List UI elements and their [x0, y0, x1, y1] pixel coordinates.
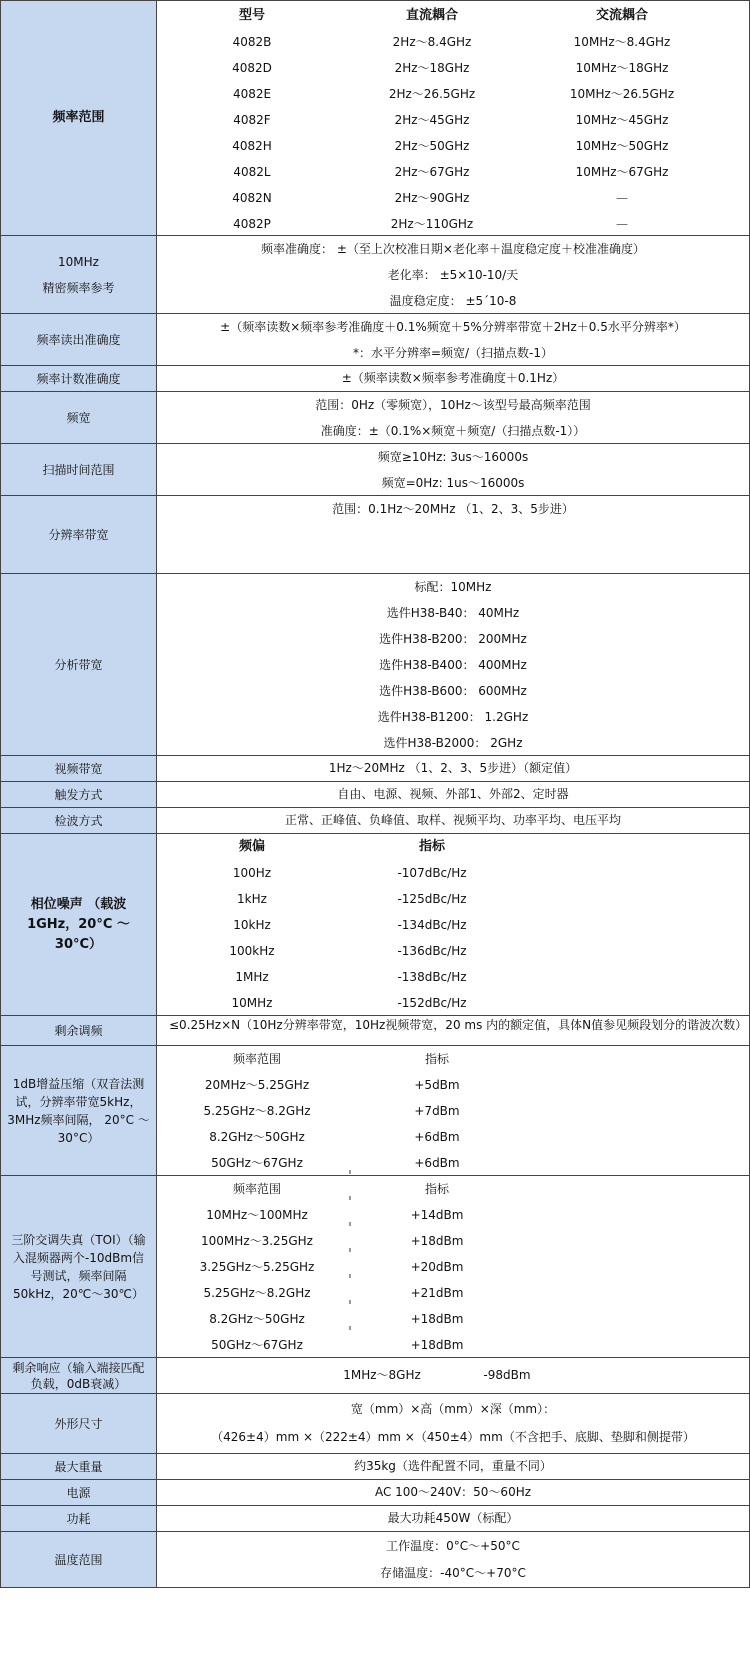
model-cell: 4082F — [233, 113, 271, 127]
row-label: 1dB增益压缩（双音法测试，分辨率带宽5kHz，3MHz频率间隔， 20°C ～ 30°C） — [0, 1046, 157, 1175]
row-label — [0, 236, 157, 313]
spec-line: 选件H38-B400： 400MHz — [379, 658, 527, 672]
dc-cell: 2Hz～8.4GHz — [392, 35, 472, 49]
value-cell: -136dBc/Hz — [397, 944, 467, 958]
column-header-range: 频率范围 — [232, 1182, 281, 1196]
ac-cell: — — [616, 217, 628, 231]
model-cell: 4082P — [233, 217, 271, 231]
range-cell: 3.25GHz～5.25GHz — [199, 1260, 315, 1274]
row-content — [157, 1176, 750, 1357]
value-cell: -125dBc/Hz — [397, 892, 467, 906]
spec-line: 频宽=0Hz: 1us～16000s — [381, 476, 525, 490]
offset-cell: 100kHz — [229, 944, 275, 958]
column-header-model: 型号 — [238, 8, 265, 23]
spec-line: 准确度：±（0.1%×频宽＋频宽/（扫描点数-1）） — [320, 424, 586, 438]
spec-line: ≤0.25Hz×N（10Hz分辨率带宽，10Hz视频带宽，20 ms 内的额定值，具体N值参见频段划分的谐波次数） — [169, 1018, 748, 1032]
spec-row-video-bandwidth — [0, 756, 750, 782]
column-separator-mark — [349, 1326, 351, 1330]
spec-line: 存储温度：-40°C～+70°C — [380, 1566, 526, 1580]
spec-row-power-consumption — [0, 1506, 750, 1532]
spec-line: 频宽≥10Hz: 3us～16000s — [377, 450, 529, 464]
column-header-dc: 直流耦合 — [405, 8, 458, 23]
spec-row-power-supply — [0, 1480, 750, 1506]
value-cell: +7dBm — [414, 1104, 460, 1118]
spec-line: 约35kg（选件配置不同，重量不同） — [354, 1459, 552, 1473]
row-label: 电源 — [0, 1480, 157, 1505]
value-cell: +20dBm — [410, 1260, 464, 1274]
range-cell: 100MHz～3.25GHz — [201, 1234, 313, 1248]
value-cell: +5dBm — [414, 1078, 460, 1092]
spec-line: ±（频率读数×频率参考准确度＋0.1Hz） — [341, 371, 565, 385]
spec-line: 1Hz～20MHz （1、2、3、5步进）（额定值） — [328, 761, 578, 775]
row-content — [157, 834, 750, 1015]
value-cell: +18dBm — [410, 1338, 464, 1352]
row-label: 检波方式 — [0, 808, 157, 833]
ac-cell: 10MHz～50GHz — [575, 139, 669, 153]
spec-row-counter-accuracy — [0, 366, 750, 392]
row-label: 功耗 — [0, 1506, 157, 1531]
spec-line: 自由、电源、视频、外部1、外部2、定时器 — [337, 787, 569, 801]
range-cell: 10MHz～100MHz — [206, 1208, 308, 1222]
row-content — [157, 574, 750, 755]
model-cell: 4082E — [232, 87, 272, 101]
value-cell: -134dBc/Hz — [397, 918, 467, 932]
value-cell: +18dBm — [410, 1312, 464, 1326]
range-cell: 5.25GHz～8.2GHz — [203, 1286, 311, 1300]
column-separator-mark — [349, 1248, 351, 1252]
spec-row-analysis-bandwidth — [0, 574, 750, 756]
offset-cell: 10kHz — [233, 918, 271, 932]
row-content — [157, 496, 750, 573]
offset-cell: 1MHz — [235, 970, 269, 984]
row-content — [157, 1480, 750, 1505]
spec-row-gain-compression — [0, 1046, 750, 1176]
ac-cell: 10MHz～18GHz — [575, 61, 669, 75]
spec-line: 范围：0.1Hz～20MHz （1、2、3、5步进） — [332, 502, 574, 516]
row-content — [157, 314, 750, 365]
spec-line: 温度稳定度： ±5´10-8 — [389, 294, 517, 308]
value-cell: -138dBc/Hz — [397, 970, 467, 984]
range-cell: 5.25GHz～8.2GHz — [203, 1104, 311, 1118]
value-cell: -152dBc/Hz — [397, 996, 467, 1010]
ac-cell: 10MHz～45GHz — [575, 113, 669, 127]
spec-line: 范围：0Hz（零频宽），10Hz～该型号最高频率范围 — [315, 398, 591, 412]
row-content — [157, 1506, 750, 1531]
spec-row-dimensions — [0, 1394, 750, 1454]
row-label: 三阶交调失真（TOI）（输入混频器两个-10dBm信号测试，频率间隔50kHz，20℃～30℃） — [0, 1176, 157, 1357]
range-cell: 50GHz～67GHz — [211, 1156, 303, 1170]
value-cell: +6dBm — [414, 1130, 460, 1144]
model-cell: 4082B — [232, 35, 272, 49]
spec-line: AC 100～240V：50～60Hz — [374, 1485, 532, 1499]
spec-line: *：水平分辨率=频宽/（扫描点数-1） — [352, 346, 554, 360]
column-header-range: 频率范围 — [232, 1052, 281, 1066]
column-separator-mark — [349, 1274, 351, 1278]
row-content — [157, 756, 750, 781]
spec-line: 选件H38-B1200： 1.2GHz — [377, 710, 529, 724]
offset-cell: 1kHz — [237, 892, 267, 906]
row-label: 视频带宽 — [0, 756, 157, 781]
model-cell: 4082L — [233, 165, 271, 179]
row-content — [157, 392, 750, 443]
spec-row-trigger — [0, 782, 750, 808]
ac-cell: 10MHz～8.4GHz — [573, 35, 671, 49]
row-content — [157, 782, 750, 807]
column-header-value: 指标 — [418, 839, 445, 854]
row-content — [157, 1394, 750, 1453]
ac-cell: 10MHz～67GHz — [575, 165, 669, 179]
spec-line: 工作温度：0°C～+50°C — [386, 1539, 520, 1553]
range-cell: 20MHz～5.25GHz — [204, 1078, 310, 1092]
row-content — [157, 366, 750, 391]
dc-cell: 2Hz～50GHz — [394, 139, 470, 153]
row-label: 触发方式 — [0, 782, 157, 807]
row-label: 剩余响应（输入端接匹配负载，0dB衰减） — [0, 1358, 157, 1393]
value-cell: -98dBm — [483, 1368, 531, 1382]
row-label: 相位噪声 （载波1GHz，20°C ～ 30°C） — [0, 834, 157, 1015]
column-separator-mark — [349, 1196, 351, 1200]
model-cell: 4082D — [232, 61, 272, 75]
column-header-value: 指标 — [424, 1052, 449, 1066]
row-label: 频率读出准确度 — [0, 314, 157, 365]
spec-row-toi — [0, 1176, 750, 1358]
row-content — [157, 808, 750, 833]
spec-row-residual-fm — [0, 1016, 750, 1046]
dc-cell: 2Hz～67GHz — [394, 165, 470, 179]
spec-line: （426±4）mm ×（222±4）mm ×（450±4）mm（不含把手、底脚、垫脚和侧提带） — [211, 1430, 695, 1444]
ac-cell: — — [616, 191, 628, 205]
dc-cell: 2Hz～26.5GHz — [388, 87, 476, 101]
value-cell: +6dBm — [414, 1156, 460, 1170]
spec-line: 选件H38-B600： 600MHz — [379, 684, 527, 698]
row-content — [157, 444, 750, 495]
range-cell: 8.2GHz～50GHz — [209, 1130, 305, 1144]
range-cell: 50GHz～67GHz — [211, 1338, 303, 1352]
value-cell: +18dBm — [410, 1234, 464, 1248]
spec-row-sweep-time — [0, 444, 750, 496]
row-content — [157, 1016, 750, 1045]
spec-row-weight — [0, 1454, 750, 1480]
model-cell: 4082N — [232, 191, 272, 205]
row-content — [157, 1046, 750, 1175]
value-cell: -107dBc/Hz — [397, 866, 467, 880]
row-label-line: 精密频率参考 — [42, 280, 115, 295]
column-separator-mark — [349, 1300, 351, 1304]
row-content — [157, 1532, 750, 1587]
model-cell: 4082H — [232, 139, 272, 153]
spec-line: 最大功耗450W（标配） — [387, 1511, 519, 1525]
row-label: 扫描时间范围 — [0, 444, 157, 495]
spec-row-resolution-bandwidth — [0, 496, 750, 574]
row-content — [157, 236, 750, 313]
row-content — [157, 1454, 750, 1479]
row-label: 分析带宽 — [0, 574, 157, 755]
row-content — [157, 1, 750, 235]
value-cell: +21dBm — [410, 1286, 464, 1300]
spec-line: 正常、正峰值、负峰值、取样、视频平均、功率平均、电压平均 — [284, 813, 621, 827]
ac-cell: 10MHz～26.5GHz — [569, 87, 675, 101]
spec-row-residual-response — [0, 1358, 750, 1394]
column-header-value: 指标 — [424, 1182, 449, 1196]
row-label: 最大重量 — [0, 1454, 157, 1479]
dc-cell: 2Hz～110GHz — [390, 217, 474, 231]
spec-row-readout-accuracy — [0, 314, 750, 366]
dc-cell: 2Hz～18GHz — [394, 61, 470, 75]
spec-row-frequency-range — [0, 0, 750, 236]
row-label: 频率范围 — [0, 1, 157, 235]
spec-line: 频率准确度： ±（至上次校准日期×老化率＋温度稳定度＋校准准确度） — [261, 242, 645, 256]
spec-line: 标配：10MHz — [414, 580, 492, 594]
spec-line: 选件H38-B40： 40MHz — [386, 606, 520, 620]
spec-line: 选件H38-B200： 200MHz — [379, 632, 527, 646]
dc-cell: 2Hz～45GHz — [394, 113, 470, 127]
row-label-line: 10MHz — [58, 254, 99, 269]
range-cell: 1MHz～8GHz — [343, 1368, 421, 1382]
column-header-offset: 频偏 — [238, 839, 265, 854]
row-label: 温度范围 — [0, 1532, 157, 1587]
spec-row-detector — [0, 808, 750, 834]
column-separator-mark — [349, 1222, 351, 1226]
row-content — [157, 1358, 750, 1393]
row-label: 分辨率带宽 — [0, 496, 157, 573]
offset-cell: 10MHz — [231, 996, 273, 1010]
spec-line: 选件H38-B2000： 2GHz — [383, 736, 523, 750]
spec-row-span — [0, 392, 750, 444]
spec-line: ±（频率读数×频率参考准确度＋0.1%频宽＋5%分辨率带宽＋2Hz＋0.5水平分辨率*） — [220, 320, 686, 334]
row-label: 频率计数准确度 — [0, 366, 157, 391]
spec-row-frequency-reference — [0, 236, 750, 314]
row-label: 外形尺寸 — [0, 1394, 157, 1453]
range-cell: 8.2GHz～50GHz — [209, 1312, 305, 1326]
value-cell: +14dBm — [410, 1208, 464, 1222]
offset-cell: 100Hz — [232, 866, 272, 880]
dc-cell: 2Hz～90GHz — [394, 191, 470, 205]
column-separator-mark — [349, 1170, 351, 1174]
row-label: 剩余调频 — [0, 1016, 157, 1045]
spec-line: 老化率： ±5×10-10/天 — [387, 268, 519, 282]
spec-row-temperature — [0, 1532, 750, 1588]
spec-row-phase-noise — [0, 834, 750, 1016]
row-label: 频宽 — [0, 392, 157, 443]
spec-line: 宽（mm）×高（mm）×深（mm）： — [350, 1402, 556, 1416]
column-header-ac: 交流耦合 — [595, 8, 648, 23]
